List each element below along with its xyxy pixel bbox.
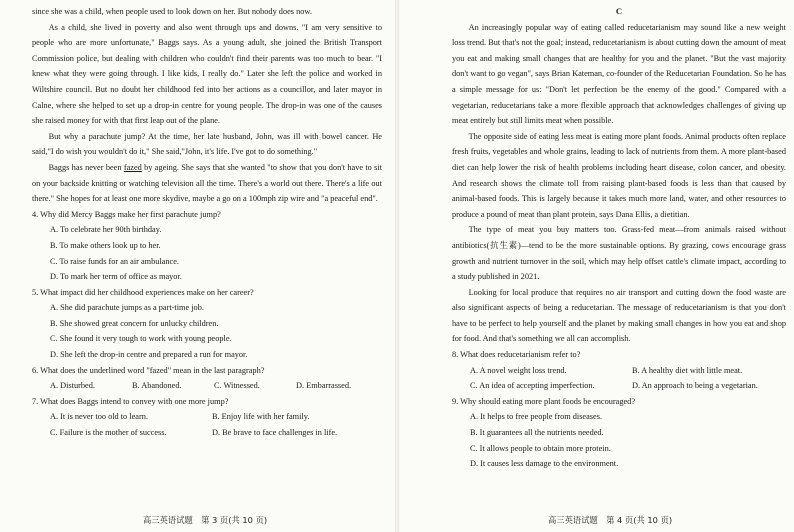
answer-option: C. It allows people to obtain more protein. bbox=[470, 443, 611, 453]
answer-option: C. An idea of accepting imperfection. bbox=[470, 381, 595, 391]
page-footer: 高三英语试题 第 3 页(共 10 页) bbox=[143, 515, 268, 525]
answer-option: D. It causes less damage to the environment. bbox=[470, 459, 619, 469]
passage-paragraph: As a child, she lived in poverty and also went through ups and downs. "I am very sensitive to people who are more unfortunate," Baggs says. As a young adult, she joined the British Transport Commission police, but dealing with children who couldn't find their parents was too much to bear. "I knew what they were going through. I like kids, I really do." Later she left the police and worked in Wiltshire council. But no doubt her childhood fed into her actions as a councillor, and later mayor in Calne, where she helped to set up a drop-in centre for young people. The drop-in was one of the causes she raised money for with that first leap out of the plane. bbox=[32, 22, 382, 126]
right-column bbox=[452, 4, 786, 472]
passage-text: Baggs has never been bbox=[48, 162, 124, 172]
page-gutter bbox=[395, 0, 399, 532]
answer-option: B. A healthy diet with little meat. bbox=[632, 365, 743, 375]
question-stem: 6. What does the underlined word "fazed" mean in the last paragraph? bbox=[32, 365, 265, 375]
answer-options-row bbox=[32, 425, 382, 441]
answer-option: B. She showed great concern for unlucky children. bbox=[50, 318, 219, 328]
answer-option: D. An approach to being a vegetarian. bbox=[632, 381, 758, 391]
section-title: C bbox=[615, 6, 623, 16]
answer-option: A. It helps to free people from diseases. bbox=[470, 412, 603, 422]
answer-options-row bbox=[452, 378, 786, 394]
answer-option: A. To celebrate her 90th birthday. bbox=[50, 225, 162, 235]
passage-text: by ageing. She says that she wanted "to show that you don't have to sit on your backside knitting or watching television all the time. There's a world out there. There's a life out there." She hopes for at least one more skydive, maybe a go on a 100mph zip wire and "a peaceful end". bbox=[32, 162, 382, 204]
answer-options-row bbox=[452, 363, 786, 379]
passage-paragraph: An increasingly popular way of eating called reducetarianism may sound like a new weight loss trend. But that's not the goal; instead, reducetarianism is about cutting down the amount of meat you eat and making small changes that are healthy for you and the planet. "But the vast majority don't want to go vegan", says Brian Kateman, co-founder of the Reducetarian Foundation. So he has a simple message for us: "Don't let perfection be the enemy of the good." Compared with a vegetarian, reducetarians take a more flexible approach that acknowledges challenges of giving up meat entirely but still limits meat when possible. bbox=[452, 22, 786, 126]
answer-option: D. Embarrassed. bbox=[296, 381, 352, 391]
passage-paragraph: The opposite side of eating less meat is eating more plant foods. Animal products often replace fresh fruits, vegetables and whole grains, leading to lack of nutrients from them. A more plant-based diet can help lower the risk of health problems including heart disease, colon cancer, and obesity. And research shows the climate toll from raising plant-based foods is less than that caused by animal-based foods. This is largely because it takes much more land, water, and other resources to produce a pound of meat than plant protein, says Dana Ellis, a dietitian. bbox=[452, 131, 786, 219]
passage-paragraph bbox=[32, 160, 382, 207]
answer-option: A. A novel weight loss trend. bbox=[470, 365, 567, 375]
answer-option: B. To make others look up to her. bbox=[50, 240, 161, 250]
left-column bbox=[32, 4, 382, 441]
answer-option: D. To mark her term of office as mayor. bbox=[50, 272, 182, 282]
answer-option: D. She left the drop-in centre and prepared a run for mayor. bbox=[50, 350, 248, 360]
answer-option: A. Disturbed. bbox=[50, 381, 95, 391]
answer-option: C. She found it very tough to work with young people. bbox=[50, 334, 232, 344]
question-stem: 8. What does reducetarianism refer to? bbox=[452, 350, 581, 360]
answer-options-row bbox=[32, 409, 382, 425]
question-stem: 9. Why should eating more plant foods be encouraged? bbox=[452, 396, 636, 406]
answer-option: C. Witnessed. bbox=[214, 381, 260, 391]
answer-option: C. Failure is the mother of success. bbox=[50, 428, 167, 438]
question-stem: 4. Why did Mercy Baggs make her first parachute jump? bbox=[32, 209, 221, 219]
answer-option: C. To raise funds for an air ambulance. bbox=[50, 256, 179, 266]
page-footer: 高三英语试题 第 4 页(共 10 页) bbox=[548, 515, 673, 525]
underlined-word: fazed bbox=[123, 162, 142, 172]
answer-option: B. It guarantees all the nutrients needed. bbox=[470, 428, 604, 438]
answer-option: A. She did parachute jumps as a part-time job. bbox=[50, 303, 204, 313]
passage-paragraph: The type of meat you buy matters too. Grass-fed meat—from animals raised without antibiotics(抗生素)—tend to be the more sustainable options. By grazing, cows encourage grass growth and nutrient turnover in the soil, which may help offset cattle's climate impact, according to a study published in 2021. bbox=[452, 225, 786, 282]
passage-paragraph: since she was a child, when people used to look down on her. But nobody does now. bbox=[32, 7, 312, 16]
answer-options-row bbox=[32, 378, 382, 394]
passage-paragraph: Looking for local produce that requires no air transport and cutting down the food waste are also significant aspects of being a reducetarian. The message of reducetarianism is that you don't have to be perfect to help yourself and the planet by making small changes in how you eat and shop for food. And that's something we all can accomplish. bbox=[452, 287, 786, 344]
question-stem: 7. What does Baggs intend to convey with one more jump? bbox=[32, 396, 229, 406]
answer-option: B. Enjoy life with her family. bbox=[212, 412, 310, 422]
question-stem: 5. What impact did her childhood experiences make on her career? bbox=[32, 287, 254, 297]
answer-option: B. Abandoned. bbox=[132, 381, 182, 391]
passage-paragraph: But why a parachute jump? At the time, her late husband, John, was ill with bowel cancer. He said,"I do wish you wouldn't do it," She said,"John, it's life. I've got to do something." bbox=[32, 131, 382, 157]
answer-option: D. Be brave to face challenges in life. bbox=[212, 428, 338, 438]
answer-option: A. It is never too old to learn. bbox=[50, 412, 148, 422]
